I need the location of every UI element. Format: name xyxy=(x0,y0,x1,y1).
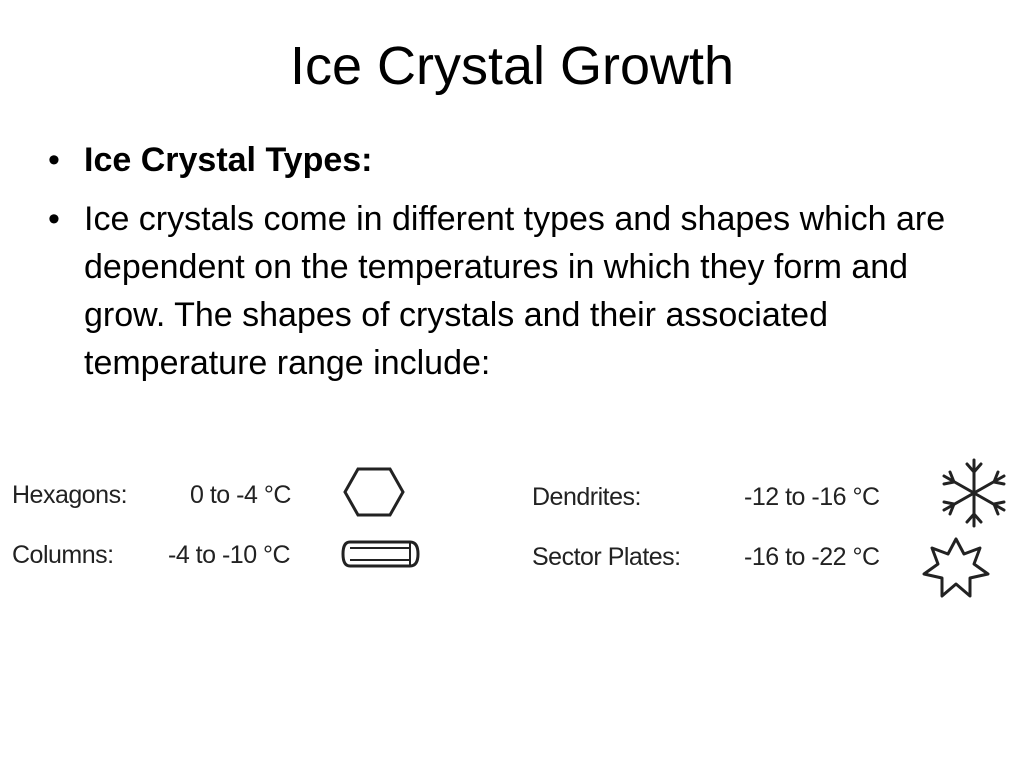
bullet-item-types-heading xyxy=(44,136,994,184)
slide-title: Ice Crystal Growth xyxy=(289,36,735,96)
crystal-range-dendrites: -12 to -16 °C xyxy=(744,483,880,511)
hexagon-icon xyxy=(342,466,406,518)
crystal-name-hexagons: Hexagons: xyxy=(12,481,128,509)
crystal-name-columns: Columns: xyxy=(12,541,114,569)
crystal-range-sector-plates: -16 to -22 °C xyxy=(744,543,880,571)
bullet-marker: • xyxy=(48,141,60,179)
crystal-range-columns: -4 to -10 °C xyxy=(168,541,291,569)
bullet-list xyxy=(44,136,994,398)
bullet-text: Ice Crystal Types: xyxy=(84,141,373,179)
bullet-marker: • xyxy=(48,200,60,238)
crystal-range-hexagons: 0 to -4 °C xyxy=(190,481,291,509)
crystal-name-sector-plates: Sector Plates: xyxy=(532,543,681,571)
dendrite-icon xyxy=(934,456,1014,530)
bullet-text: Ice crystals come in different types and shapes which are dependent on the temperatures in which they form and grow. The shapes of crystals and their associated temperature range include: xyxy=(84,200,946,382)
crystal-name-dendrites: Dendrites: xyxy=(532,483,641,511)
bullet-item-description xyxy=(44,195,994,387)
sector-plate-icon xyxy=(920,536,992,600)
column-icon xyxy=(340,538,422,570)
